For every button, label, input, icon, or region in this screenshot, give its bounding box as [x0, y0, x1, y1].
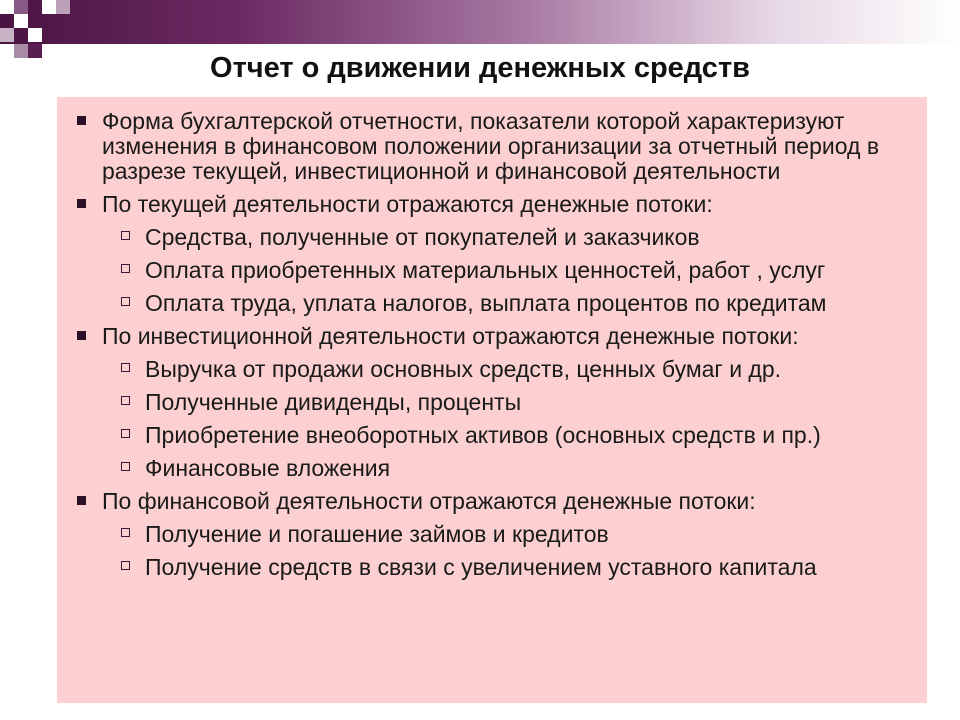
sub-bullet-item	[67, 423, 907, 448]
hollow-square-bullet-icon	[121, 429, 130, 438]
sub-bullet-item	[67, 291, 907, 316]
bullet-text: Финансовые вложения	[145, 455, 391, 481]
bullet-text: Получение средств в связи с увеличением уставного капитала	[145, 554, 817, 580]
sub-bullet-item	[67, 225, 907, 250]
bullet-text: Оплата труда, уплата налогов, выплата процентов по кредитам	[145, 290, 827, 316]
bullet-text: По финансовой деятельности отражаются денежные потоки:	[102, 488, 756, 514]
bullet-text: Форма бухгалтерской отчетности, показатели которой характеризуют изменения в финансовом положении организации за отчетный период в разрезе текущей, инвестиционной и финансовой деятельности	[102, 108, 880, 184]
square-bullet-icon	[77, 116, 86, 125]
sub-bullet-item	[67, 555, 907, 580]
bullet-text: Получение и погашение займов и кредитов	[145, 521, 609, 547]
decor-square	[14, 0, 28, 14]
hollow-square-bullet-icon	[121, 363, 130, 372]
sub-bullet-item	[67, 258, 907, 283]
content-box	[57, 97, 927, 703]
square-bullet-icon	[77, 199, 86, 208]
sub-bullet-item	[67, 456, 907, 481]
decor-square	[0, 0, 14, 14]
bullet-item	[67, 489, 907, 514]
bullet-item	[67, 192, 907, 217]
bullet-text: По инвестиционной деятельности отражаются денежные потоки:	[102, 323, 799, 349]
hollow-square-bullet-icon	[121, 297, 130, 306]
decor-square	[28, 28, 42, 42]
decor-square	[56, 0, 70, 14]
square-bullet-icon	[77, 496, 86, 505]
decor-square	[42, 0, 56, 14]
hollow-square-bullet-icon	[121, 462, 130, 471]
bullet-text: По текущей деятельности отражаются денежные потоки:	[102, 191, 713, 217]
square-bullet-icon	[77, 331, 86, 340]
bullet-item	[67, 324, 907, 349]
sub-bullet-item	[67, 522, 907, 547]
decor-square	[0, 28, 14, 42]
bullet-text: Полученные дивиденды, проценты	[145, 389, 522, 415]
header-band	[0, 0, 960, 44]
sub-bullet-item	[67, 357, 907, 382]
bullet-text: Средства, полученные от покупателей и заказчиков	[145, 224, 700, 250]
bullet-item	[67, 109, 907, 184]
hollow-square-bullet-icon	[121, 396, 130, 405]
hollow-square-bullet-icon	[121, 264, 130, 273]
hollow-square-bullet-icon	[121, 528, 130, 537]
bullet-text: Выручка от продажи основных средств, ценных бумаг и др.	[145, 356, 782, 382]
bullet-text: Приобретение внеоборотных активов (основных средств и пр.)	[145, 422, 821, 448]
decor-square	[14, 14, 28, 28]
sub-bullet-item	[67, 390, 907, 415]
bullet-text: Оплата приобретенных материальных ценностей, работ , услуг	[145, 257, 826, 283]
hollow-square-bullet-icon	[121, 561, 130, 570]
slide-title: Отчет о движении денежных средств	[210, 52, 750, 84]
hollow-square-bullet-icon	[121, 231, 130, 240]
